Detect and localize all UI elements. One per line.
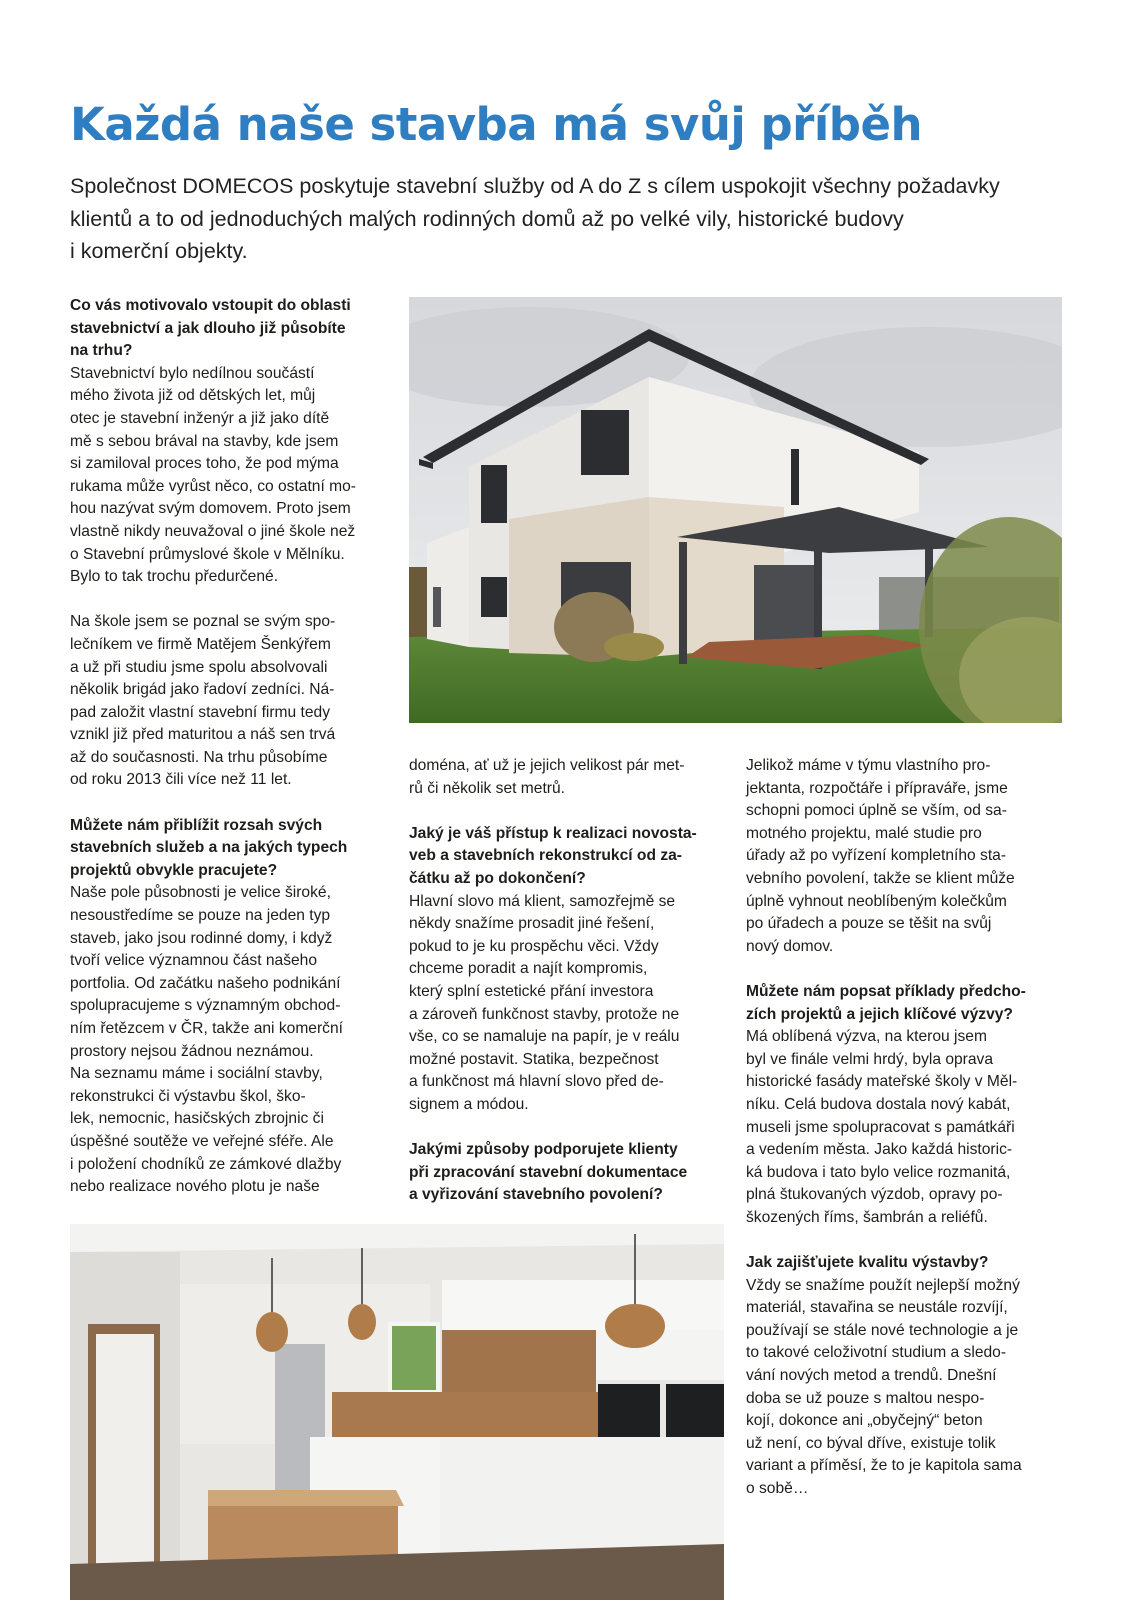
question-motivation: Co vás motivovalo vstoupit do oblasti stavebnictví a jak dlouho již působíte na trhu? xyxy=(70,297,351,360)
house-photo xyxy=(409,297,1062,723)
lead-line: klientů a to od jednoduchých malých rodinných domů až po velké vily, historické budovy xyxy=(70,206,904,231)
question-services: Můžete nám přiblížit rozsah svých stavebních služeb a na jakých typech projektů obvykle pracujete? xyxy=(70,816,348,879)
question-quality: Jak zajišťujete kvalitu výstavby? xyxy=(746,1254,989,1272)
lead-line: i komerční objekty. xyxy=(70,239,248,263)
answer-motivation-continued: Na škole jsem se poznal se svým spo- lečníkem ve firmě Matějem Šenkýřem a už při studiu jsme spolu absolvovali několik brigád jako řadoví zedníci. Ná- pad založit vlastní stavební firmu tedy vznikl již před maturitou a náš sen trvá až do současnosti. Na trhu působíme od roku 2013 čili více než 11 let. xyxy=(70,613,336,789)
answer-approach: Hlavní slovo má klient, samozřejmě se někdy snažíme prosadit jiné řešení, pokud to je ku prospěchu věci. Vždy chceme poradit a najít kompromis, který splní estetické přání investora a zároveň funkčnost stavby, protože ne vše, co se namaluje na papír, je v reálu možné postavit. Statika, bezpečnost a funkčnost má hlavní slovo před de- signem a módou. xyxy=(409,892,680,1113)
article-title: Každá naše stavba má svůj příběh xyxy=(70,98,923,151)
question-projects: Můžete nám popsat příklady předcho- zích projektů a jejich klíčové výzvy? xyxy=(746,982,1026,1023)
article-lead xyxy=(70,170,1070,268)
text-column-1 xyxy=(70,295,400,1199)
answer-motivation: Stavebnictví bylo nedílnou součástí mého života již od dětských let, můj otec je stavební inženýr a již jako dítě mě s sebou brával na stavby, kde jsem si zamiloval proces toho, že pod mýma rukama může vyrůst něco, co ostatní mo- hou nazývat svým domovem. Proto jsem vlastně nikdy neuvažoval o jiné škole než o Stavební průmyslové škole v Mělníku. Bylo to tak trochu předurčené. xyxy=(70,364,356,586)
question-documentation: Jakými způsoby podporujete klienty při zpracování stavební dokumentace a vyřizování stavebního povolení? xyxy=(409,1141,688,1204)
text-column-3 xyxy=(746,755,1076,1501)
text-column-2 xyxy=(409,755,739,1207)
kitchen-photo xyxy=(70,1224,724,1600)
answer-projects: Má oblíbená výzva, na kterou jsem byl ve finále velmi hrdý, byla oprava historické fasády mateřské školy v Měl- níku. Celá budova dostala nový kabát, museli jsme spolupracovat s památkáři a vedením města. Jako každá historic- ká budova i tato bylo velice rozmanitá, plná štukovaných výzdob, opravy po- škozených říms, šambrán a reliéfů. xyxy=(746,1028,1018,1226)
lead-line: Společnost DOMECOS poskytuje stavební služby od A do Z s cílem uspokojit všechny požadavky xyxy=(70,174,1000,198)
question-approach: Jaký je váš přístup k realizaci novosta- veb a stavebních rekonstrukcí od za- čátku až po dokončení? xyxy=(409,824,697,887)
answer-services: Naše pole působnosti je velice široké, nesoustředíme se pouze na jeden typ staveb, jako jsou rodinné domy, i když tvoří velice významnou část našeho portfolia. Od začátku našeho podnikání spolupracujeme s významným obchod- ním řetězcem v ČR, takže ani komerční prostory nejsou žádnou neznámou. Na seznamu máme i sociální stavby, rekonstrukci či výstavbu škol, ško- lek, nemocnic, hasičských zbrojnic či úspěšné soutěže ve veřejné sféře. Ale i položení chodníků ze zámkové dlažby nebo realizace nového plotu je naše xyxy=(70,884,343,1196)
answer-quality: Vždy se snažíme použít nejlepší možný materiál, stavařina se neustále rozvíjí, používají se stále nové technologie a je to takové celoživotní studium a sledo- vání nových metod a trendů. Dnešní doba se už pouze s maltou nespo- kojí, dokonce ani „obyčejný“ beton už není, co býval dříve, existuje tolik variant a příměsí, že to je kapitola sama o sobě… xyxy=(746,1276,1022,1497)
answer-services-continued: doména, ať už je jejich velikost pár met- rů či několik set metrů. xyxy=(409,757,685,797)
answer-documentation: Jelikož máme v týmu vlastního pro- jektanta, rozpočtáře i přípraváře, jsme schopni pomoci úplně se vším, od sa- motného projektu, malé studie pro úřady až po vyřízení kompletního sta- vebního povolení, takže se klient může úplně vyhnout neoblíbeným kolečkům po úřadech a pouze se těšit na svůj nový domov. xyxy=(746,757,1015,955)
